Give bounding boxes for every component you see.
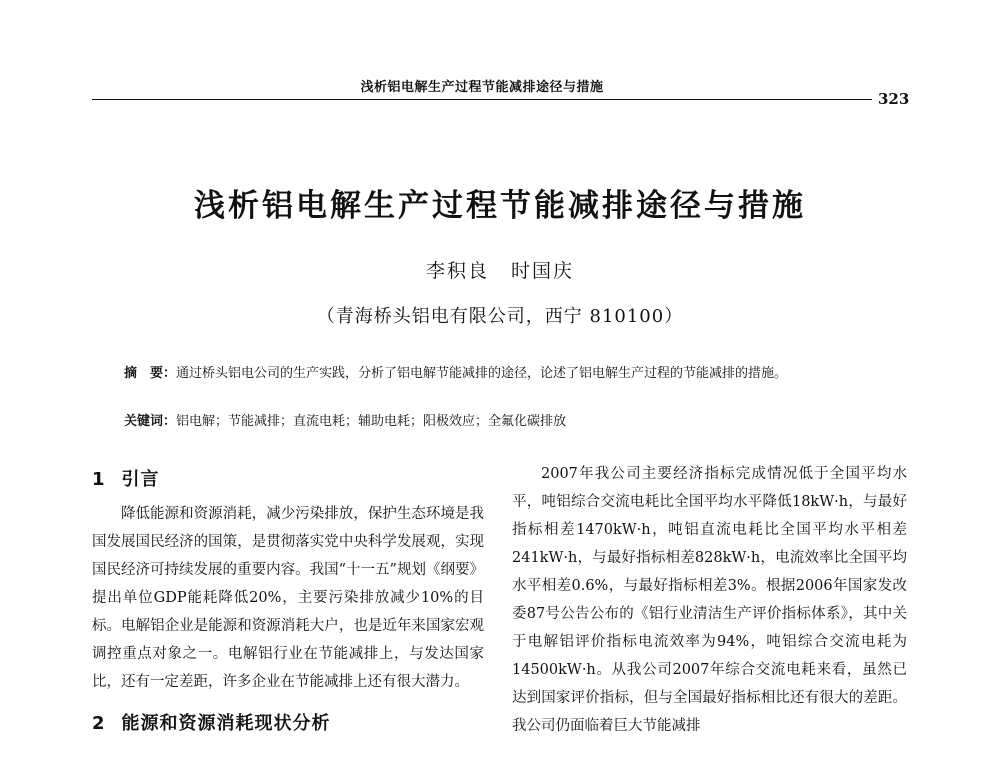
section-heading [92, 704, 484, 744]
paper-title: 浅析铝电解生产过程节能减排途径与措施 [194, 188, 806, 224]
keywords-label: 关键词： [124, 414, 177, 429]
author-name: 李积良 [425, 260, 489, 282]
section-number: 1 [92, 469, 106, 490]
keywords [124, 410, 894, 433]
section-number: 2 [92, 713, 106, 734]
running-header [92, 74, 872, 100]
section-heading [92, 460, 484, 500]
header-rule [92, 99, 872, 100]
left-column [92, 460, 484, 744]
authors [0, 256, 1000, 283]
abstract-text: 通过桥头铝电公司的生产实践，分析了铝电解节能减排的途径，论述了铝电解生产过程的节能减排的措施。 [176, 366, 788, 381]
abstract-label: 摘 要： [124, 366, 177, 381]
section-paragraph: 降低能源和资源消耗，减少污染排放，保护生态环境是我国发展国民经济的国策，是贯彻落实党中央科学发展观，实现国民经济可持续发展的重要内容。我国“十一五”规划《纲要》提出单位GDP能耗降低20%，主要污染排放减少10%的目标。电解铝企业是能源和资源消耗大户，也是近年来国家宏观调控重点对象之一。电解铝行业在节能减排上，与发达国家比，还有一定差距，许多企业在节能减排上还有很大潜力。 [92, 506, 484, 690]
abstract [124, 362, 894, 385]
section-title: 能源和资源消耗现状分析 [121, 713, 331, 734]
author-name: 时国庆 [511, 260, 575, 282]
body-paragraph: 2007年我公司主要经济指标完成情况低于全国平均水平，吨铝综合交流电耗比全国平均水平降低18kW·h，与最好指标相差1470kW·h，吨铝直流电耗比全国平均水平相差241kW·h，与最好指标相差828kW·h，电流效率比全国平均水平相差0.6%，与最好指标相差3%。根据2006年国家发改委87号公告公布的《铝行业清洁生产评价指标体系》，其中关于电解铝评价指标电流效率为94%，吨铝综合交流电耗为14500kW·h。从我公司2007年综合交流电耗来看，虽然已达到国家评价指标，但与全国最好指标相比还有很大的差距。我公司仍面临着巨大节能减排 [512, 466, 907, 734]
right-column [512, 460, 907, 740]
affiliation: （青海桥头铝电有限公司，西宁 810100） [316, 306, 684, 327]
running-title: 浅析铝电解生产过程节能减排途径与措施 [360, 80, 604, 95]
page-number: 323 [878, 90, 910, 108]
keywords-text: 铝电解；节能减排；直流电耗；辅助电耗；阳极效应；全氟化碳排放 [176, 414, 567, 429]
section-title: 引言 [121, 469, 160, 490]
